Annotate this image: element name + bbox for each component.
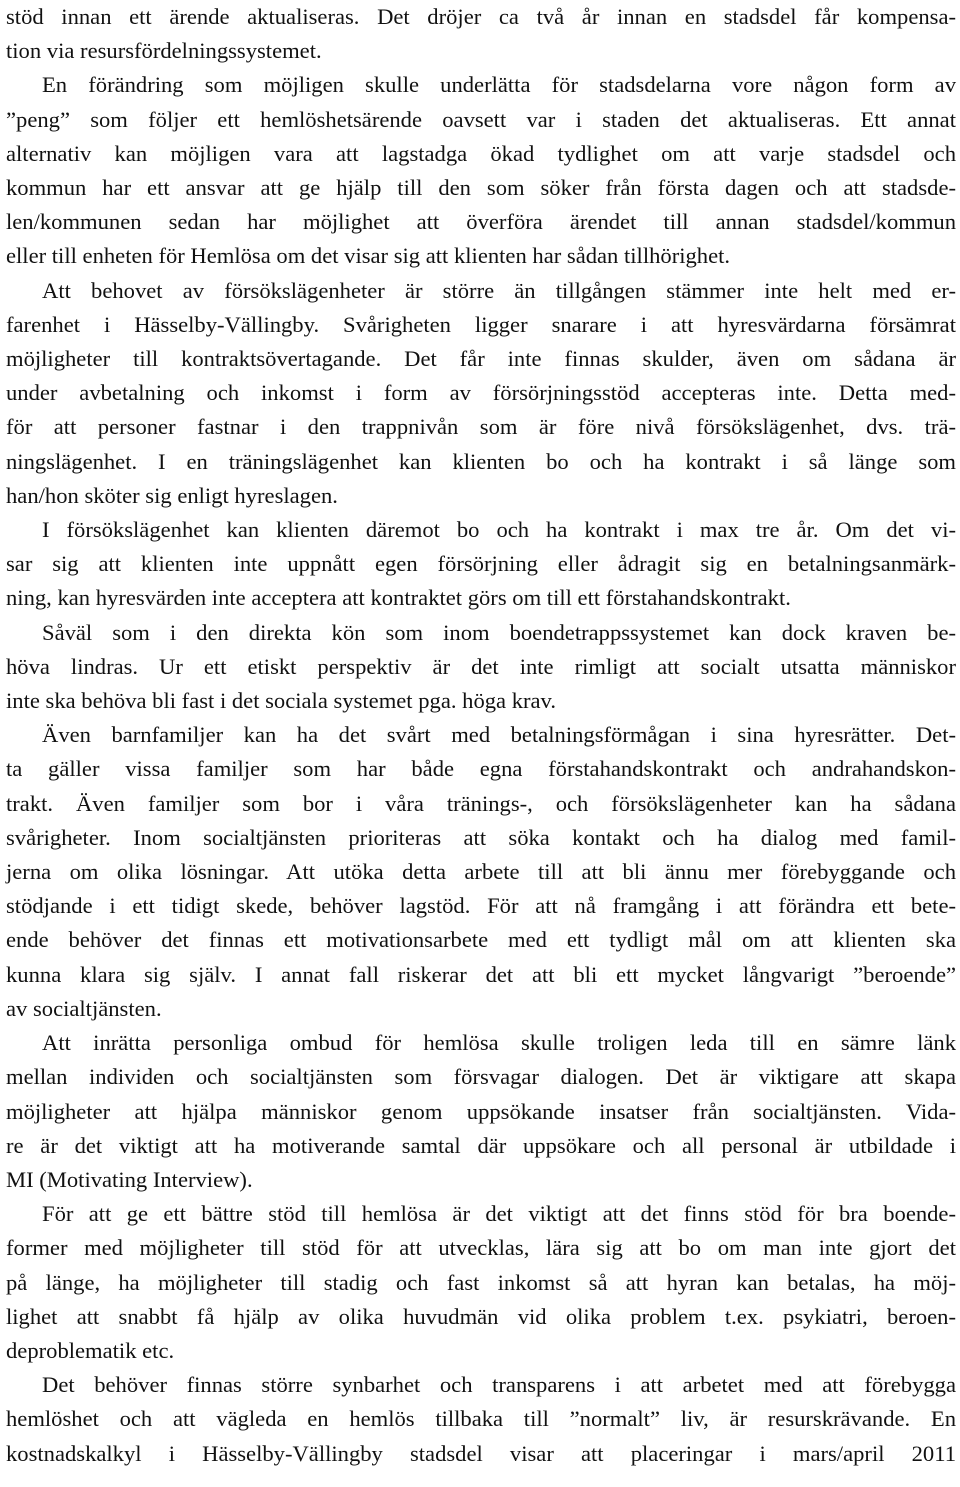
text-line: han/hon sköter sig enligt hyreslagen. (6, 482, 338, 508)
paragraph (6, 1368, 956, 1471)
document-page (6, 0, 956, 1471)
text-line: Även barnfamiljer kan ha det svårt med betalningsförmågan i sina hyresrätter. Det- (42, 722, 956, 748)
text-line: trakt. Även familjer som bor i våra tränings-, och försökslägenheter kan ha sådana (6, 790, 956, 816)
text-line: inte ska behöva bli fast i det sociala systemet pga. höga krav. (6, 688, 557, 714)
paragraph (6, 0, 956, 68)
text-line: höva lindras. Ur ett etiskt perspektiv är det inte rimligt att socialt utsatta människor (6, 653, 956, 679)
text-line: alternativ kan möjligen vara att lagstadga ökad tydlighet om att varje stadsdel och (6, 140, 956, 166)
text-line: Att behovet av försökslägenheter är större än tillgången stämmer inte helt med er- (42, 277, 956, 303)
paragraph (6, 1197, 956, 1368)
text-line: Såväl som i den direkta kön som inom boendetrappssystemet kan dock kraven be- (42, 619, 956, 645)
text-line: svårigheter. Inom socialtjänsten prioriteras att söka kontakt och ha dialog med famil- (6, 824, 956, 850)
text-line: på länge, ha möjligheter till stadig och fast inkomst så att hyran kan betalas, ha möj- (6, 1269, 956, 1295)
text-line: Det behöver finnas större synbarhet och transparens i att arbetet med att förebygga (42, 1372, 956, 1398)
text-line: deproblematik etc. (6, 1337, 175, 1363)
text-line: ta gäller vissa familjer som har både egna förstahandskontrakt och andrahandskon- (6, 756, 956, 782)
text-line: hemlöshet och att vägleda en hemlös tillbaka till ”normalt” liv, är resurskrävande. En (6, 1406, 956, 1432)
text-line: kommun har ett ansvar att ge hjälp till den som söker från första dagen och att stadsde- (6, 175, 956, 201)
text-line: ende behöver det finnas ett motivationsarbete med ett tydligt mål om att klienten ska (6, 927, 956, 953)
text-line: sar sig att klienten inte uppnått egen försörjning eller ådragit sig en betalningsanmärk- (6, 551, 956, 577)
paragraph (6, 274, 956, 513)
text-line: En förändring som möjligen skulle underlätta för stadsdelarna vore någon form av (42, 72, 956, 98)
text-line: kostnadskalkyl i Hässelby-Vällingby stadsdel visar att placeringar i mars/april 2011 (6, 1440, 956, 1466)
text-line: kunna klara sig själv. I annat fall riskerar det att bli ett mycket långvarigt ”beroende” (6, 961, 956, 987)
text-line: under avbetalning och inkomst i form av försörjningsstöd accepteras inte. Detta med- (6, 380, 956, 406)
text-line: möjligheter att hjälpa människor genom uppsökande insatser från socialtjänsten. Vida- (6, 1098, 956, 1124)
text-line: För att ge ett bättre stöd till hemlösa är det viktigt att det finns stöd för bra boende- (42, 1201, 956, 1227)
paragraph (6, 68, 956, 273)
text-line: ”peng” som följer ett hemlöshetsärende oavsett var i staden det aktualiseras. Ett annat (6, 106, 956, 132)
text-line: re är det viktigt att ha motiverande samtal där uppsökare och all personal är utbildade i (6, 1132, 956, 1158)
text-line: farenhet i Hässelby-Vällingby. Svårigheten ligger snarare i att hyresvärdarna försämrat (6, 311, 956, 337)
text-line: mellan individen och socialtjänsten som försvagar dialogen. Det är viktigare att skapa (6, 1064, 956, 1090)
paragraph (6, 513, 956, 616)
text-line: stöd innan ett ärende aktualiseras. Det dröjer ca två år innan en stadsdel får kompensa- (6, 4, 956, 29)
text-line: tion via resursfördelningssystemet. (6, 38, 322, 64)
text-line: MI (Motivating Interview). (6, 1166, 253, 1192)
text-line: I försökslägenhet kan klienten däremot bo och ha kontrakt i max tre år. Om det vi- (42, 517, 956, 543)
text-line: möjligheter till kontraktsövertagande. Det får inte finnas skulder, även om sådana är (6, 346, 956, 372)
text-line: av socialtjänsten. (6, 995, 162, 1021)
text-line: lighet att snabbt få hjälp av olika huvudmän vid olika problem t.ex. psykiatri, beroen- (6, 1303, 956, 1329)
text-line: jerna om olika lösningar. Att utöka detta arbete till att bli ännu mer förebyggande och (6, 859, 956, 885)
text-line: Att inrätta personliga ombud för hemlösa skulle troligen leda till en sämre länk (42, 1030, 956, 1056)
paragraph (6, 718, 956, 1026)
text-line: ningslägenhet. I en träningslägenhet kan klienten bo och ha kontrakt i så länge som (6, 448, 956, 474)
text-line: för att personer fastnar i den trappnivån som är före nivå försökslägenhet, dvs. trä- (6, 414, 956, 440)
text-line: former med möjligheter till stöd för att utvecklas, lära sig att bo om man inte gjort det (6, 1235, 956, 1261)
paragraph (6, 1026, 956, 1197)
text-line: ning, kan hyresvärden inte acceptera att kontraktet görs om till ett förstahandskontrakt. (6, 585, 791, 611)
paragraph (6, 616, 956, 719)
text-line: eller till enheten för Hemlösa om det visar sig att klienten har sådan tillhörighet. (6, 243, 731, 269)
text-line: len/kommunen sedan har möjlighet att överföra ärendet till annan stadsdel/kommun (6, 209, 956, 235)
text-line: stödjande i ett tidigt skede, behöver lagstöd. För att nå framgång i att förändra ett bete- (6, 893, 956, 919)
